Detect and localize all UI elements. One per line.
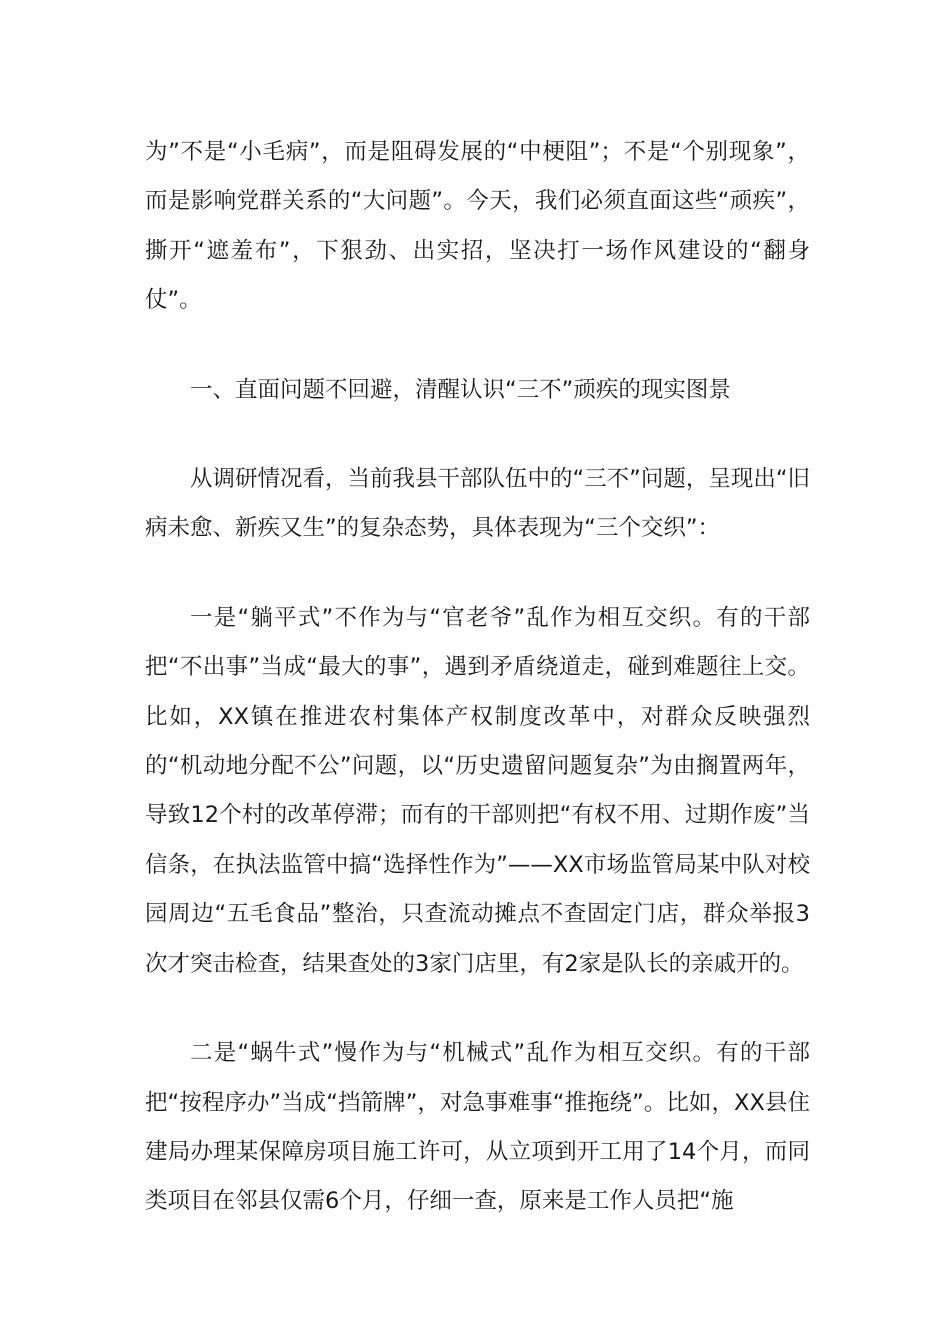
paragraph-point-two: 二是“蜗牛式”慢作为与“机械式”乱作为相互交织。有的干部把“按程序办”当成“挡箭牌”，对急事难事“推拖绕”。比如，XX县住建局办理某保障房项目施工许可，从立项到开工用了14个月，而同类项目在邻县仅需6个月，仔细一查，原来是工作人员把“施 (145, 1040, 810, 1215)
document-body (145, 128, 810, 1267)
paragraph-intro-continuation: 为”不是“小毛病”，而是阻碍发展的“中梗阻”；不是“个别现象”，而是影响党群关系的“大问题”。今天，我们必须直面这些“顽疾”，撕开“遮羞布”，下狠劲、出实招，坚决打一场作风建设的“翻身仗”。 (145, 139, 810, 314)
paragraph-survey-overview: 从调研情况看，当前我县干部队伍中的“三不”问题，呈现出“旧病未愈、新疾又生”的复杂态势，具体表现为“三个交织”： (145, 466, 810, 542)
paragraph-point-one: 一是“躺平式”不作为与“官老爷”乱作为相互交织。有的干部把“不出事”当成“最大的事”，遇到矛盾绕道走，碰到难题往上交。比如，XX镇在推进农村集体产权制度改革中，对群众反映强烈的“机动地分配不公”问题，以“历史遗留问题复杂”为由搁置两年，导致12个村的改革停滞；而有的干部则把“有权不用、过期作废”当信条，在执法监管中搞“选择性作为”——XX市场监管局某中队对校园周边“五毛食品”整治，只查流动摊点不查固定门店，群众举报3次才突击检查，结果查处的3家门店里，有2家是队长的亲戚开的。 (145, 604, 810, 977)
section-heading-1: 一、直面问题不回避，清醒认识“三不”顽疾的现实图景 (190, 376, 731, 403)
